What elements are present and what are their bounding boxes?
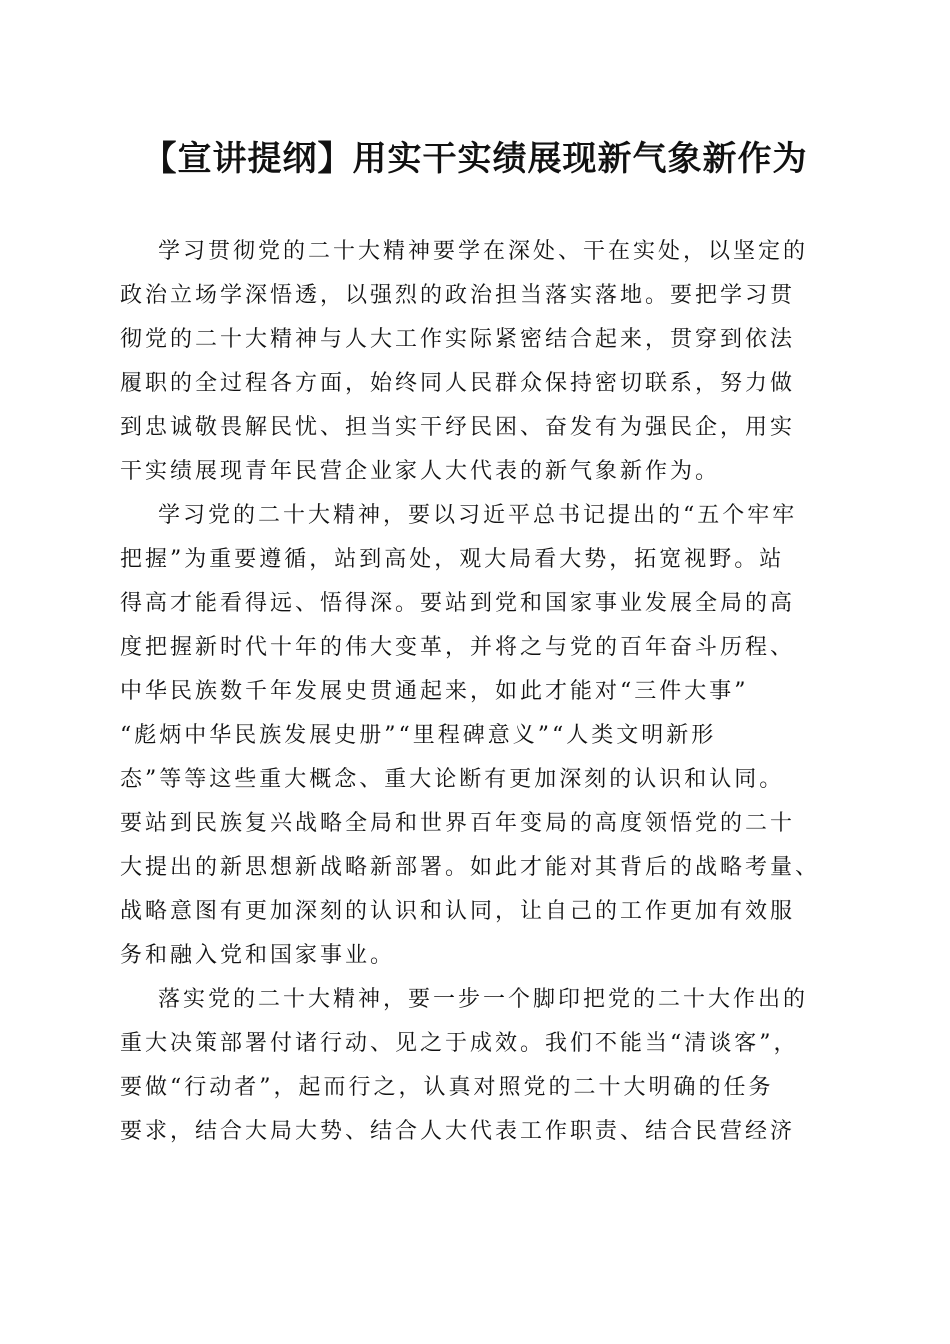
text-line: “彪炳中华民族发展史册”“里程碑意义”“人类文明新形: [120, 723, 717, 748]
text-line: 把握”为重要遵循，站到高处，观大局看大势，拓宽视野。站: [120, 547, 785, 572]
text-line: 中华民族数千年发展史贯通起来，如此才能对“三件大事”: [120, 679, 749, 704]
text-line: 要做“行动者”，起而行之，认真对照党的二十大明确的任务: [120, 1075, 774, 1100]
text-line: 政治立场学深悟透，以强烈的政治担当落实落地。要把学习贯: [120, 283, 796, 308]
paragraph-1: [120, 230, 832, 494]
text-line: 大提出的新思想新战略新部署。如此才能对其背后的战略考量、: [120, 855, 821, 880]
text-line: 履职的全过程各方面，始终同人民群众保持密切联系，努力做: [120, 371, 796, 396]
text-line: 态”等等这些重大概念、重大论断有更加深刻的认识和认同。: [120, 767, 785, 792]
text-line: 务和融入党和国家事业。: [120, 943, 396, 968]
text-line: 得高才能看得远、悟得深。要站到党和国家事业发展全局的高: [120, 591, 796, 616]
text-line: 彻党的二十大精神与人大工作实际紧密结合起来，贯穿到依法: [120, 327, 796, 352]
text-line: 战略意图有更加深刻的认识和认同，让自己的工作更加有效服: [120, 899, 796, 924]
paragraph-2: [120, 494, 832, 978]
text-line: 要站到民族复兴战略全局和世界百年变局的高度领悟党的二十: [120, 811, 796, 836]
text-line: 学习贯彻党的二十大精神要学在深处、干在实处，以坚定的: [158, 239, 809, 264]
text-line: 度把握新时代十年的伟大变革，并将之与党的百年奋斗历程、: [120, 635, 796, 660]
document-title: 【宣讲提纲】用实干实绩展现新气象新作为: [142, 139, 808, 179]
text-line: 落实党的二十大精神，要一步一个脚印把党的二十大作出的: [158, 987, 809, 1012]
text-line: 要求，结合大局大势、结合人大代表工作职责、结合民营经济: [120, 1119, 796, 1144]
text-line: 重大决策部署付诸行动、见之于成效。我们不能当“清谈客”，: [120, 1031, 799, 1056]
paragraph-3: [120, 978, 832, 1154]
text-line: 学习党的二十大精神，要以习近平总书记提出的“五个牢牢: [158, 503, 798, 528]
document-body: [120, 230, 832, 1154]
text-line: 干实绩展现青年民营企业家人大代表的新气象新作为。: [120, 459, 721, 484]
text-line: 到忠诚敬畏解民忧、担当实干纾民困、奋发有为强民企，用实: [120, 415, 796, 440]
